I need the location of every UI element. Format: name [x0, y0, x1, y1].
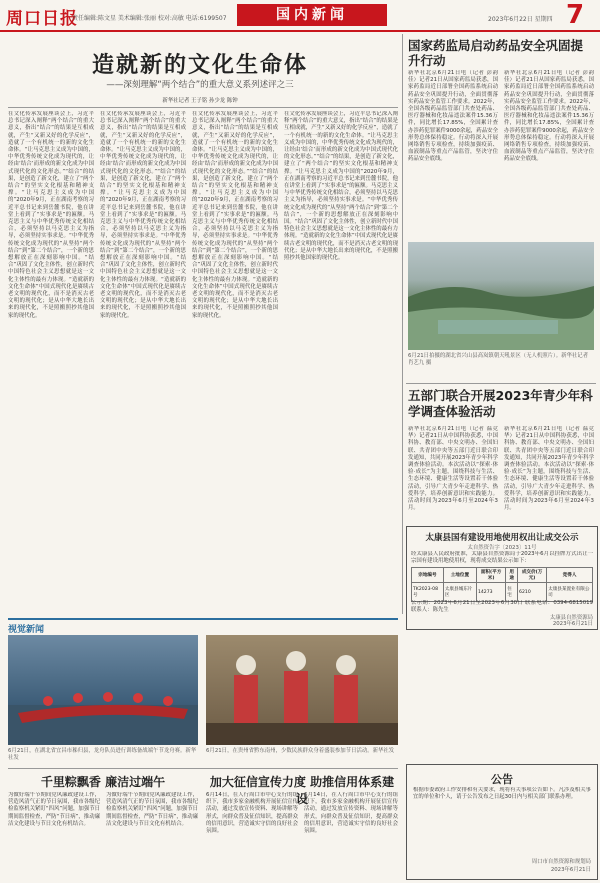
credit-body-col1: 6月14日，在人行周口市中心支行的组织下，我市多家金融机构开展征信宣传活动，通过发放宣传资料、现场讲解等形式，向群众普及征信知识，提高群众的信用意识，营造诚实守信的良好社会氛围。	[206, 792, 298, 835]
main-subtitle: ——深刻理解“两个结合”的重大意义系列述评之三	[106, 80, 294, 90]
drug-safety-body-col1: 新华社北京6月21日电（记者 彭韵佳）记者21日从国家药监局获悉，国家药监局近日部署全国药监系统启动药品安全巩固提升行动，全面贯彻落实药品安全监管工作要求。2022年，全国各级药品监管部门共查处药品、医疗器械和化妆品违法案件15.36万件，同比增长17.85%，全国累计查办涉药犯罪案件9000余起，药品安全形势总体保持稳定。行动将深入开展网络销售专项检查，持续加强疫苗、血液制品等重点产品监管，坚决守住药品安全底线。	[408, 70, 498, 163]
table-cell: 住宅	[506, 583, 518, 602]
newspaper-logo: 周口日报	[6, 9, 78, 29]
main-byline: 新华社记者 王子铭 孙少龙 陈钟	[162, 98, 238, 104]
table-cell: 6210	[518, 583, 547, 602]
credit-body-col2: 6月14日，在人行周口市中心支行的组织下，我市多家金融机构开展征信宣传活动，通过发放宣传资料、现场讲解等形式，向群众普及征信知识，提高群众的信用意识，营造诚实守信的良好社会氛围。	[304, 792, 398, 835]
table-header: 土地位置	[443, 568, 476, 583]
table-header: 宗地编号	[412, 568, 444, 583]
table-cell: 14273	[476, 583, 505, 602]
landscape-photo-art	[408, 242, 594, 350]
notice-issue-date: 2023年6月21日	[552, 621, 593, 627]
public-notice-title: 公告	[491, 773, 513, 786]
column-divider	[402, 34, 403, 614]
table-cell: 太康县某置业有限公司	[547, 583, 593, 602]
notice-issuer: 太康县自然资源局	[549, 615, 593, 621]
notice-title: 太康县国有建设用地使用权出让成交公示	[425, 533, 579, 543]
drug-safety-headline: 国家药监局启动药品安全巩固提升行动	[408, 38, 584, 68]
main-body-col3: 在文化传承发展座谈会上，习近平总书记深入阐释“两个结合”的重大意义，指出“结合”的结果是互相成就，产生“又新又好的化学反应”，造就了一个有机统一的新的文化生命体。“让马克思主义成为中国的，中华优秀传统文化成为现代的，让经由‘结合’而形成的新文化成为中国式现代化的文化形态。”“结合”的结果，是创造了新文化，建立了“两个结合”的坚实文化根基和精神支撑。“让马克思主义成为中国的”2020年9月，正在湖南考察的习近平总书记来到岳麓书院，他在讲堂上看到了“实事求是”的匾额。马克思主义与中华优秀传统文化相结合，必须坚持以马克思主义为指导，必须坚持实事求是。“中华优秀传统文化成为现代的”从坚持“两个结合”到“第二个结合”，一个新的思想解放正在深刻影响中国。“结合”巩固了文化主体性，创立新时代中国特色社会主义思想就是这一文化主体性的最有力体现。“造就新的文化生命体”中国式现代化是赓续古老文明的现代化，而不是消灭古老文明的现代化；是从中华大地长出来的现代化，不是照搬照抄其他国家的现代化。	[192, 111, 278, 319]
anti-corruption-headline: 千里粽飘香 廉洁过端午	[40, 775, 166, 789]
section-title: 国内新闻	[237, 4, 387, 26]
public-notice-body: 根据市委政府工作安排和有关要求，现将有关事项公告如下。凡涉及相关事宜的单位和个人，请于公告发布之日起30日内与相关部门联系办理。	[413, 787, 591, 801]
main-body-col4: 在文化传承发展座谈会上，习近平总书记深入阐释“两个结合”的重大意义，指出“结合”的结果是互相成就，产生“又新又好的化学反应”，造就了一个有机统一的新的文化生命体。“让马克思主义成为中国的，中华优秀传统文化成为现代的，让经由‘结合’而形成的新文化成为中国式现代化的文化形态。”“结合”的结果，是创造了新文化，建立了“两个结合”的坚实文化根基和精神支撑。“让马克思主义成为中国的”2020年9月，正在湖南考察的习近平总书记来到岳麓书院，他在讲堂上看到了“实事求是”的匾额。马克思主义与中华优秀传统文化相结合，必须坚持以马克思主义为指导，必须坚持实事求是。“中华优秀传统文化成为现代的”从坚持“两个结合”到“第二个结合”，一个新的思想解放正在深刻影响中国。“结合”巩固了文化主体性，创立新时代中国特色社会主义思想就是这一文化主体性的最有力体现。“造就新的文化生命体”中国式现代化是赓续古老文明的现代化，而不是消灭古老文明的现代化；是从中华大地长出来的现代化，不是照搬照抄其他国家的现代化。	[284, 111, 398, 262]
divider	[8, 768, 398, 769]
table-header: 用途	[506, 568, 518, 583]
public-notice-box	[406, 764, 598, 880]
anti-corruption-body-col1: 为做好端午节期间党风廉政建设工作，营造风清气正的节日氛围，我市各级纪检监察机关紧盯“四风”问题，加强节日期间监督检查，严防“节日病”，推动廉洁文化建设与节日文化有机结合。	[8, 792, 100, 827]
landscape-photo-caption: 6月21日拍摄的湖北省兴山县高岚镇朝天吼景区（无人机照片）。新华社记者 肖艺九 摄	[408, 353, 589, 366]
landscape-photo	[408, 242, 594, 350]
table-cell: 太康县城东片区	[443, 583, 476, 602]
page-number: 7	[566, 0, 585, 30]
visual-news-label: 视觉新闻	[8, 625, 45, 635]
credit-headline: 加大征信宣传力度 助推信用体系建设	[209, 775, 395, 806]
notice-body: 经太康县人民政府批准，太康县自然资源局于2023年6月以挂牌方式出让一宗国有建设用地使用权，现将成交结果公示如下：	[411, 551, 593, 565]
science-body-col1: 新华社北京6月21日电（记者 温竞华）记者21日从中国科协获悉，中国科协、教育部、中央文明办、全国妇联、共青团中央等五部门近日联合印发通知，共同开展2023年青少年科学调查体验活动。本次活动以“探索·体验·成长”为主题，围绕科技与生活、生态环境、健康生活等设置若干体验活动，引导广大青少年走进科学、热爱科学，培养创新意识和实践能力。活动时间为2023年6月至2024年3月。	[408, 426, 498, 512]
public-notice-date: 2023年6月21日	[550, 867, 591, 873]
science-headline: 五部门联合开展2023年青少年科学调查体验活动	[408, 388, 593, 419]
issue-date: 2023年6月22日 星期四	[488, 16, 553, 23]
science-body-col2: 新华社北京6月21日电（记者 温竞华）记者21日从中国科协获悉，中国科协、教育部、中央文明办、全国妇联、共青团中央等五部门近日联合印发通知，共同开展2023年青少年科学调查体验活动。本次活动以“探索·体验·成长”为主题，围绕科技与生活、生态环境、健康生活等设置若干体验活动，引导广大青少年走进科学、热爱科学，培养创新意识和实践能力。活动时间为2023年6月至2024年3月。	[504, 426, 594, 512]
dragon-boat-photo	[8, 635, 198, 745]
table-header: 面积(平方米)	[476, 568, 505, 583]
notice-doc-number: 太自然资告字〔2023〕11号	[467, 545, 537, 551]
dragon-boat-caption: 6月21日，在湖北省宜昌市秭归县，龙舟队员进行训练备战端午节龙舟赛。新华社发	[8, 748, 197, 761]
divider	[406, 383, 596, 384]
editor-info: 责任编辑:陈文星 美术编辑:张丽 校对:高敏 电话:6199507	[72, 15, 227, 22]
festival-photo	[206, 635, 398, 745]
drug-safety-body-col2: 新华社北京6月21日电（记者 彭韵佳）记者21日从国家药监局获悉，国家药监局近日部署全国药监系统启动药品安全巩固提升行动，全面贯彻落实药品安全监管工作要求。2022年，全国各级药品监管部门共查处药品、医疗器械和化妆品违法案件15.36万件，同比增长17.85%，全国累计查办涉药犯罪案件9000余起，药品安全形势总体保持稳定。行动将深入开展网络销售专项检查，持续加强疫苗、血液制品等重点产品监管，坚决守住药品安全底线。	[504, 70, 594, 163]
festival-caption: 6月21日，在贵州省黔东南州，少数民族群众身着盛装参加节日活动。新华社发	[206, 748, 395, 754]
masthead	[0, 0, 600, 32]
main-body-col1: 在文化传承发展座谈会上，习近平总书记深入阐释“两个结合”的重大意义，指出“结合”的结果是互相成就，产生“又新又好的化学反应”，造就了一个有机统一的新的文化生命体。“让马克思主义成为中国的，中华优秀传统文化成为现代的，让经由‘结合’而形成的新文化成为中国式现代化的文化形态。”“结合”的结果，是创造了新文化，建立了“两个结合”的坚实文化根基和精神支撑。“让马克思主义成为中国的”2020年9月，正在湖南考察的习近平总书记来到岳麓书院，他在讲堂上看到了“实事求是”的匾额。马克思主义与中华优秀传统文化相结合，必须坚持以马克思主义为指导，必须坚持实事求是。“中华优秀传统文化成为现代的”从坚持“两个结合”到“第二个结合”，一个新的思想解放正在深刻影响中国。“结合”巩固了文化主体性，创立新时代中国特色社会主义思想就是这一文化主体性的最有力体现。“造就新的文化生命体”中国式现代化是赓续古老文明的现代化，而不是消灭古老文明的现代化；是从中华大地长出来的现代化，不是照搬照抄其他国家的现代化。	[8, 111, 94, 319]
public-notice-issuer: 周口市自然资源和规划局	[531, 859, 591, 865]
anti-corruption-body-col2: 为做好端午节期间党风廉政建设工作，营造风清气正的节日氛围，我市各级纪检监察机关紧盯“四风”问题，加强节日期间监督检查，严防“节日病”，推动廉洁文化建设与节日文化有机结合。	[106, 792, 198, 827]
table-header: 竞得人	[547, 568, 593, 583]
divider	[8, 107, 398, 108]
main-headline: 造就新的文化生命体	[91, 53, 308, 78]
table-header: 成交价(万元)	[518, 568, 547, 583]
festival-photo-art	[206, 635, 398, 745]
dragon-boat-photo-art	[8, 635, 198, 745]
notice-footer: 公示期：2023年6月21日至2023年6月30日 联系电话：0394-6815019 联系人：陈先生	[411, 600, 593, 614]
visual-news-header	[8, 618, 398, 634]
land-notice-box	[406, 526, 598, 630]
main-body-col2: 在文化传承发展座谈会上，习近平总书记深入阐释“两个结合”的重大意义，指出“结合”的结果是互相成就，产生“又新又好的化学反应”，造就了一个有机统一的新的文化生命体。“让马克思主义成为中国的，中华优秀传统文化成为现代的，让经由‘结合’而形成的新文化成为中国式现代化的文化形态。”“结合”的结果，是创造了新文化，建立了“两个结合”的坚实文化根基和精神支撑。“让马克思主义成为中国的”2020年9月，正在湖南考察的习近平总书记来到岳麓书院，他在讲堂上看到了“实事求是”的匾额。马克思主义与中华优秀传统文化相结合，必须坚持以马克思主义为指导，必须坚持实事求是。“中华优秀传统文化成为现代的”从坚持“两个结合”到“第二个结合”，一个新的思想解放正在深刻影响中国。“结合”巩固了文化主体性，创立新时代中国特色社会主义思想就是这一文化主体性的最有力体现。“造就新的文化生命体”中国式现代化是赓续古老文明的现代化，而不是消灭古老文明的现代化；是从中华大地长出来的现代化，不是照搬照抄其他国家的现代化。	[100, 111, 186, 319]
notice-table	[411, 567, 593, 602]
table-cell: TK2023-08号	[412, 583, 444, 602]
